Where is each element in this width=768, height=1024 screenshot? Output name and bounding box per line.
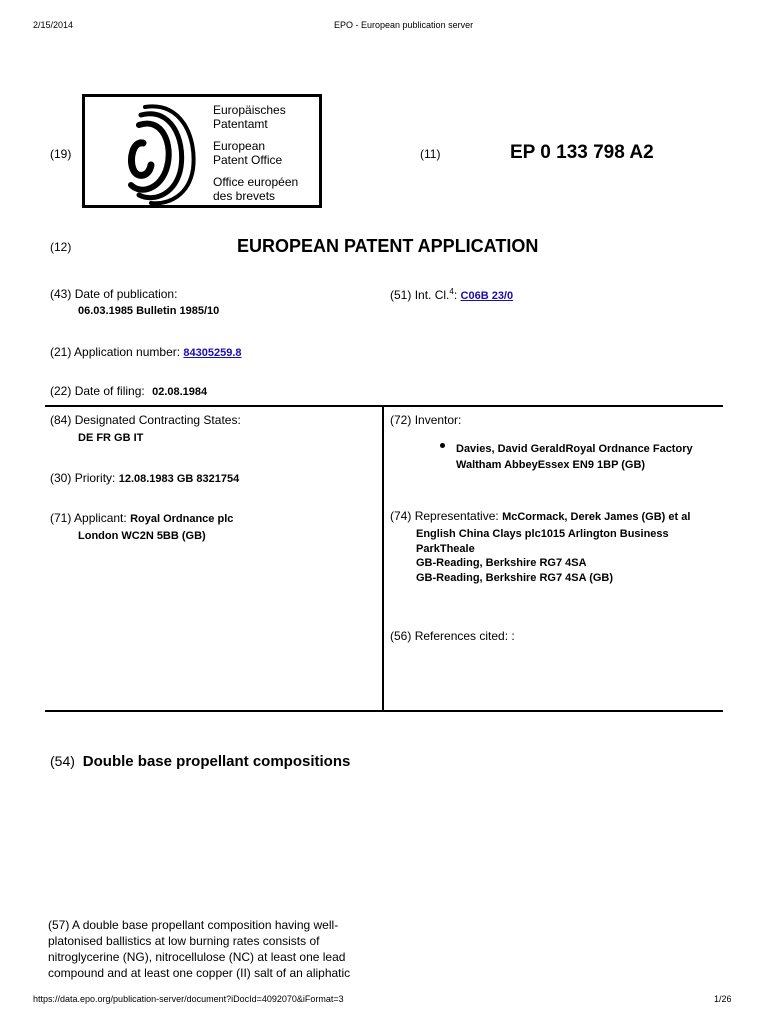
code-21: (21): [50, 345, 72, 359]
document-type-heading: EUROPEAN PATENT APPLICATION: [237, 236, 539, 256]
priority-label: Priority:: [74, 471, 116, 485]
application-number-row: [50, 345, 242, 359]
representative-line-2: ParkTheale: [416, 543, 475, 555]
code-12: (12): [50, 240, 72, 254]
abstract-line-4: compound and at least one copper (II) salt of an aliphatic: [48, 966, 351, 980]
logo-line-de2: Patentamt: [213, 117, 268, 131]
title-row: [50, 753, 350, 770]
representative-line-1: English China Clays plc1015 Arlington Business: [416, 528, 669, 540]
intcl-separator: :: [453, 288, 458, 302]
epo-logo: [82, 94, 322, 208]
table-top-rule: [45, 405, 723, 407]
logo-line-fr2: des brevets: [213, 189, 276, 203]
abstract-line-3: nitroglycerine (NG), nitrocellulose (NC) at least one lead: [48, 950, 346, 964]
print-date: 2/15/2014: [33, 20, 74, 30]
code-51: (51): [390, 288, 412, 302]
code-54: (54): [50, 753, 75, 769]
code-84: (84): [50, 413, 72, 427]
abstract-line-2: platonised ballistics at low burning rates consists of: [48, 934, 320, 948]
applicant-label: Applicant:: [74, 511, 127, 525]
filing-date-row: [50, 384, 207, 398]
inventor-line-1: Davies, David GeraldRoyal Ordnance Factory: [456, 443, 693, 455]
representative-line-4: GB-Reading, Berkshire RG7 4SA (GB): [416, 572, 614, 584]
logo-line-en2: Patent Office: [213, 153, 283, 167]
applicant-row: [50, 511, 233, 525]
publication-number: EP 0 133 798 A2: [510, 142, 654, 163]
filing-date-value: 02.08.1984: [152, 386, 208, 398]
code-74: (74): [390, 509, 412, 523]
abstract: [48, 917, 350, 981]
inventor-row: [390, 413, 461, 427]
filing-date-label: Date of filing:: [74, 384, 145, 398]
representative-label: Representative:: [414, 509, 499, 523]
logo-line-de1: Europäisches: [213, 103, 286, 117]
table-column-divider: [382, 405, 384, 712]
abstract-text-1: A double base propellant composition having well-: [72, 918, 339, 932]
logo-line-en1: European: [213, 139, 266, 153]
references-label: References cited: :: [414, 629, 515, 643]
application-number-link[interactable]: 84305259.8: [183, 347, 242, 359]
code-19: (19): [50, 147, 72, 161]
code-71: (71): [50, 511, 72, 525]
epo-emblem-icon: [85, 97, 205, 205]
code-57: (57): [48, 918, 70, 932]
code-11: (11): [420, 147, 441, 161]
logo-line-fr1: Office européen: [213, 175, 299, 189]
pub-date-label: Date of publication:: [74, 287, 178, 301]
code-30: (30): [50, 471, 72, 485]
code-43: (43): [50, 287, 72, 301]
priority-row: [50, 471, 239, 485]
code-56: (56): [390, 629, 412, 643]
applicant-name: Royal Ordnance plc: [130, 513, 234, 525]
invention-title: Double base propellant compositions: [82, 753, 351, 770]
print-url: https://data.epo.org/publication-server/document?iDocId=4092070&iFormat=3: [33, 994, 344, 1004]
print-title: EPO - European publication server: [334, 20, 474, 30]
inventor-line-2: Waltham AbbeyEssex EN9 1BP (GB): [456, 459, 646, 471]
priority-value: 12.08.1983 GB 8321754: [118, 473, 240, 485]
inventor-bullet-icon: [440, 443, 445, 448]
representative-line-3: GB-Reading, Berkshire RG7 4SA: [416, 557, 587, 569]
intcl-link[interactable]: C06B 23/0: [460, 290, 514, 302]
print-page-number: 1/26: [714, 994, 732, 1004]
applicant-address: London WC2N 5BB (GB): [78, 530, 206, 542]
intcl-label: Int. Cl.: [414, 288, 450, 302]
states-row: [50, 413, 241, 427]
inventor-label: Inventor:: [414, 413, 462, 427]
code-22: (22): [50, 384, 72, 398]
abstract-line-1: [48, 917, 350, 933]
pub-date-row: [50, 287, 177, 301]
table-bottom-rule: [45, 710, 723, 712]
states-value: DE FR GB IT: [78, 432, 144, 444]
representative-row: [390, 509, 690, 523]
application-number-label: Application number:: [74, 345, 181, 359]
intcl-row: [390, 287, 513, 302]
representative-name: McCormack, Derek James (GB) et al: [502, 511, 691, 523]
states-label: Designated Contracting States:: [74, 413, 241, 427]
code-72: (72): [390, 413, 412, 427]
pub-date-value: 06.03.1985 Bulletin 1985/10: [78, 305, 220, 317]
intcl-superscript: 4: [449, 287, 454, 296]
references-row: [390, 629, 515, 643]
